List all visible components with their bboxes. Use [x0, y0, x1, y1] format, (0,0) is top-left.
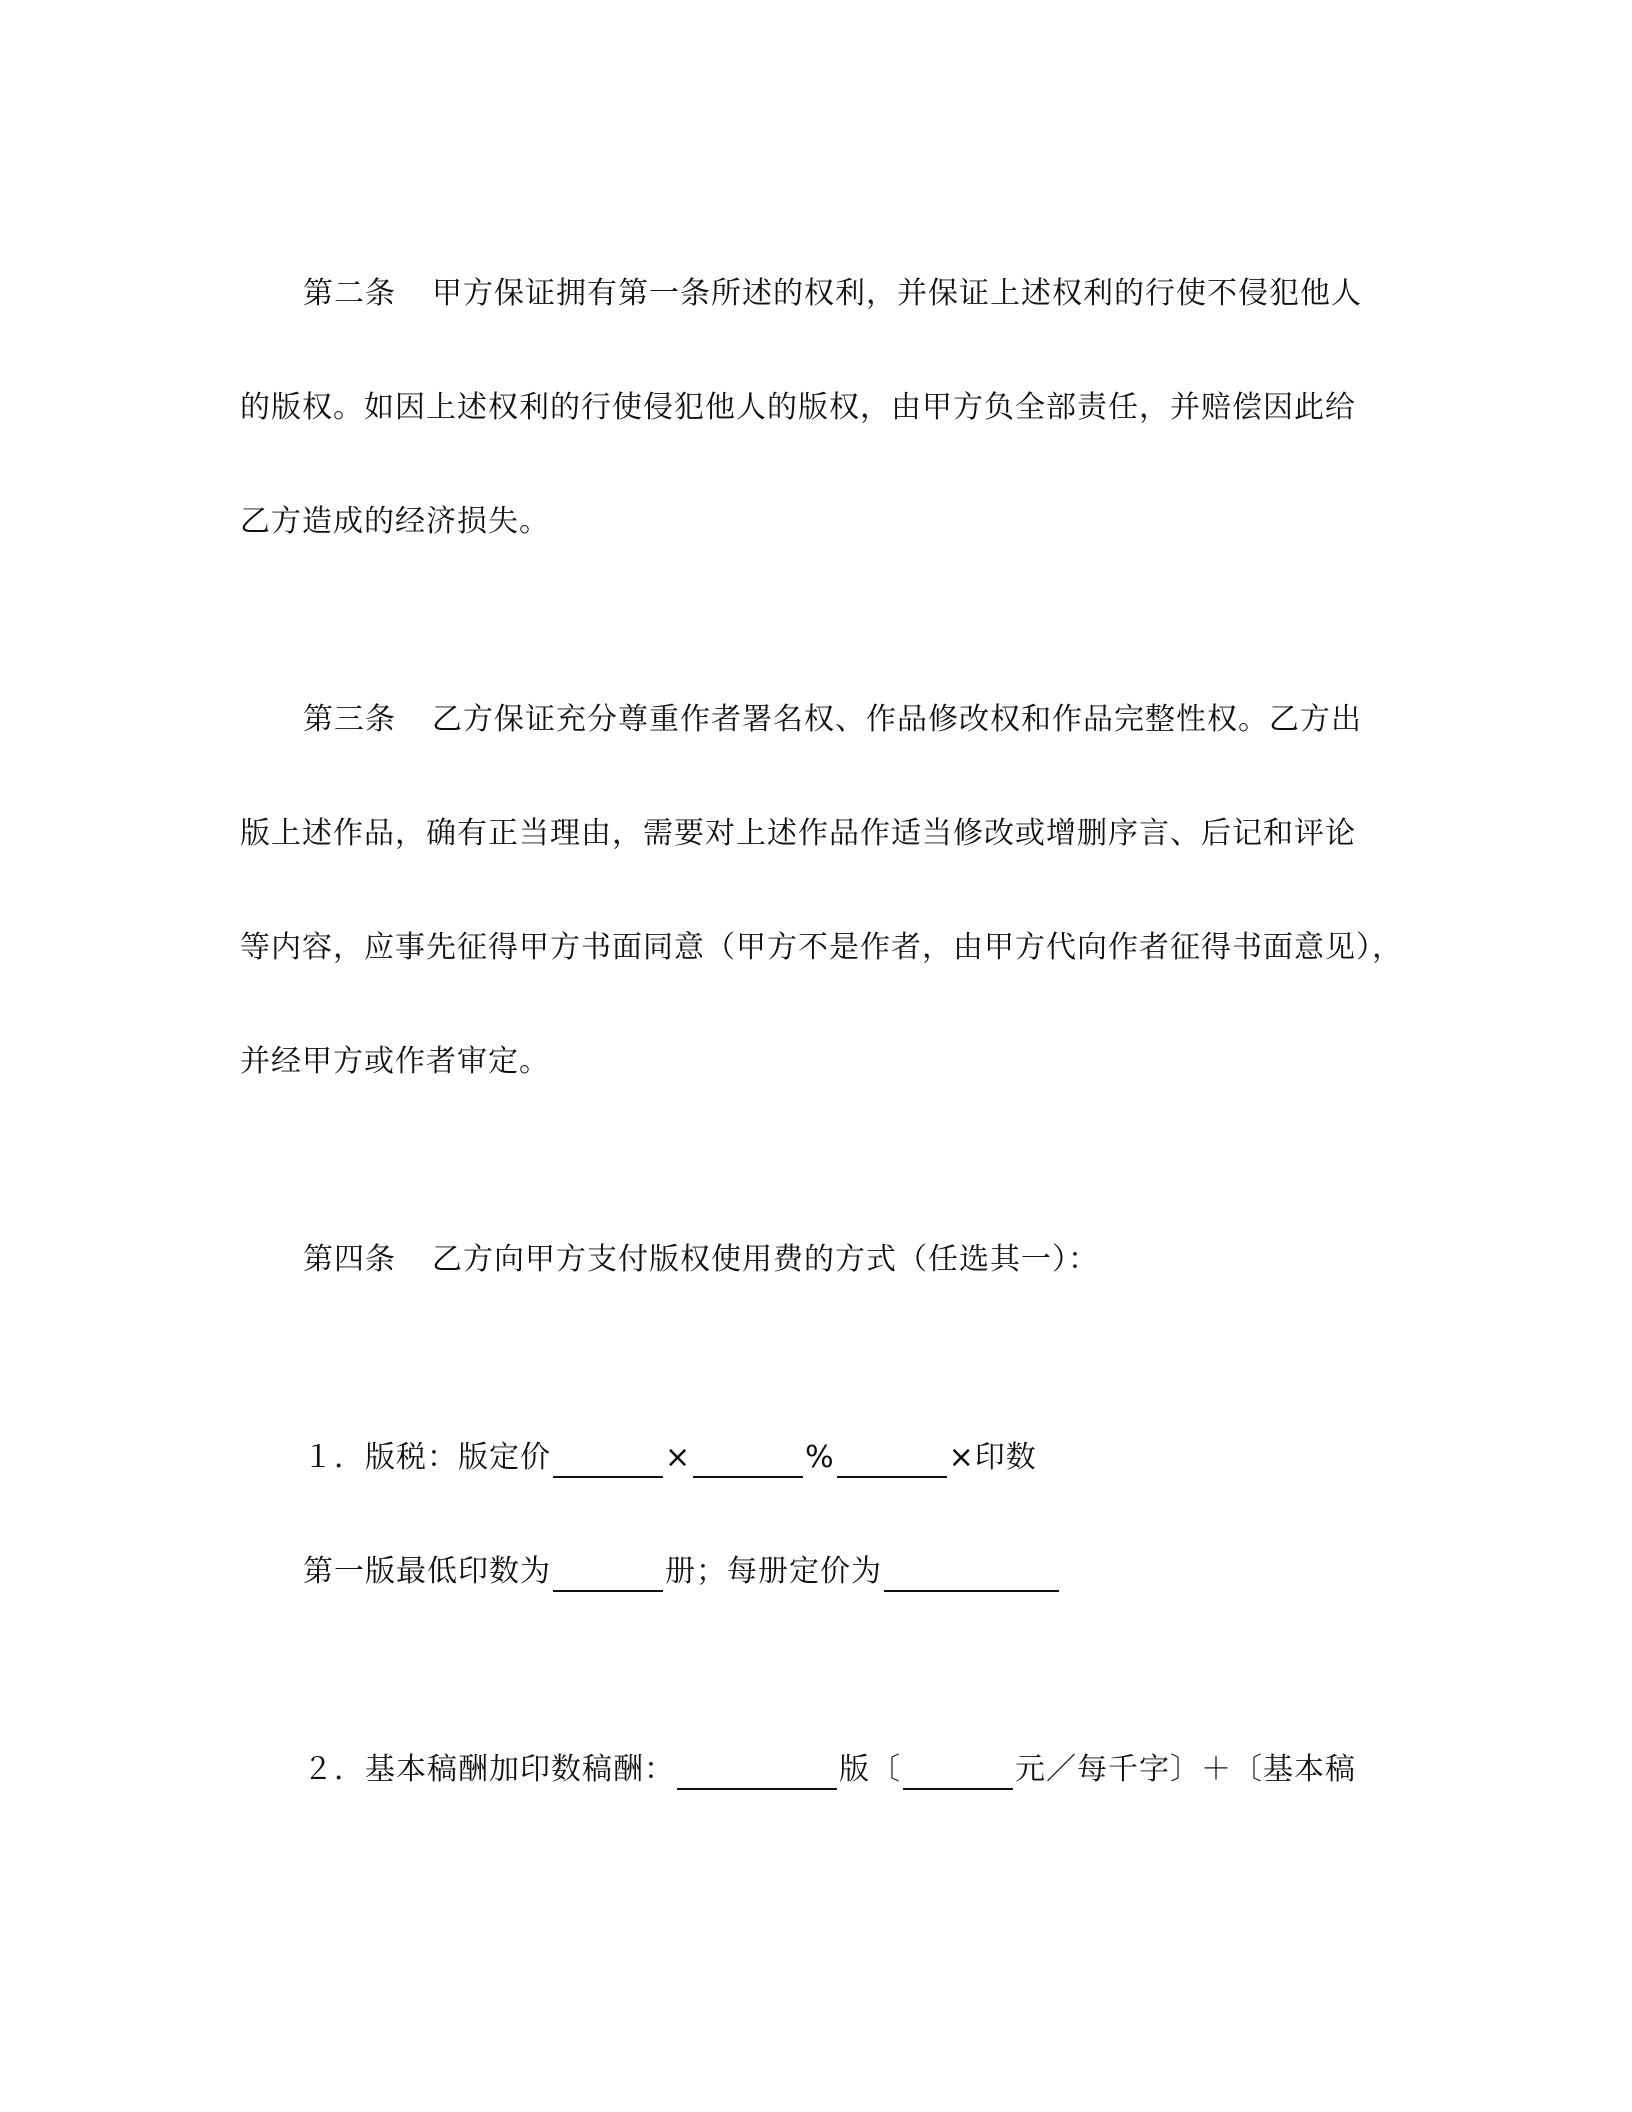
item1-min-print-line — [303, 1552, 1061, 1592]
article3-line4: 并经甲方或作者审定。 — [240, 1044, 550, 1079]
article3-line3: 等内容，应事先征得甲方书面同意（甲方不是作者，由甲方代向作者征得书面意见）， — [240, 930, 1403, 965]
percent-sign: % — [805, 1440, 835, 1475]
article4-line — [303, 1240, 1099, 1280]
article2-line1 — [303, 274, 1362, 314]
times-sign-1: × — [665, 1440, 692, 1475]
article3-line1 — [303, 700, 1362, 740]
article2-line3: 乙方造成的经济损失。 — [240, 504, 550, 539]
item2-line — [303, 1750, 1356, 1790]
item1-royalty-line — [303, 1438, 1037, 1478]
copies-unit-label: 册；每册定价为 — [665, 1554, 882, 1589]
edition-label: 版〔 — [839, 1752, 901, 1787]
item2-prefix: ２．基本稿酬加印数稿酬： — [303, 1752, 675, 1787]
article2-text-1: 甲方保证拥有第一条所述的权利，并保证上述权利的行使不侵犯他人 — [432, 276, 1362, 311]
min-print-label: 第一版最低印数为 — [303, 1554, 551, 1589]
article4-text: 乙方向甲方支付版权使用费的方式（任选其一）： — [432, 1242, 1099, 1277]
article3-line2: 版上述作品，确有正当理由，需要对上述作品作适当修改或增删序言、后记和评论 — [240, 816, 1356, 851]
rate-blank[interactable] — [903, 1756, 1013, 1790]
basic-fee-blank[interactable] — [677, 1756, 837, 1790]
article2-heading: 第二条 — [303, 276, 396, 311]
article3-heading: 第三条 — [303, 702, 396, 737]
royalty-rate-blank[interactable] — [693, 1444, 803, 1478]
article3-text-1: 乙方保证充分尊重作者署名权、作品修改权和作品完整性权。乙方出 — [432, 702, 1362, 737]
extra-blank[interactable] — [837, 1444, 947, 1478]
rate-unit-label: 元／每千字〕＋〔基本稿 — [1015, 1752, 1356, 1787]
list-price-blank[interactable] — [553, 1444, 663, 1478]
min-print-blank[interactable] — [553, 1558, 663, 1592]
times-print-count: ×印数 — [948, 1440, 1037, 1475]
article4-heading: 第四条 — [303, 1242, 396, 1277]
unit-price-blank[interactable] — [884, 1558, 1059, 1592]
article2-line2: 的版权。如因上述权利的行使侵犯他人的版权，由甲方负全部责任，并赔偿因此给 — [240, 390, 1356, 425]
item1-prefix: １．版税：版定价 — [303, 1440, 551, 1475]
